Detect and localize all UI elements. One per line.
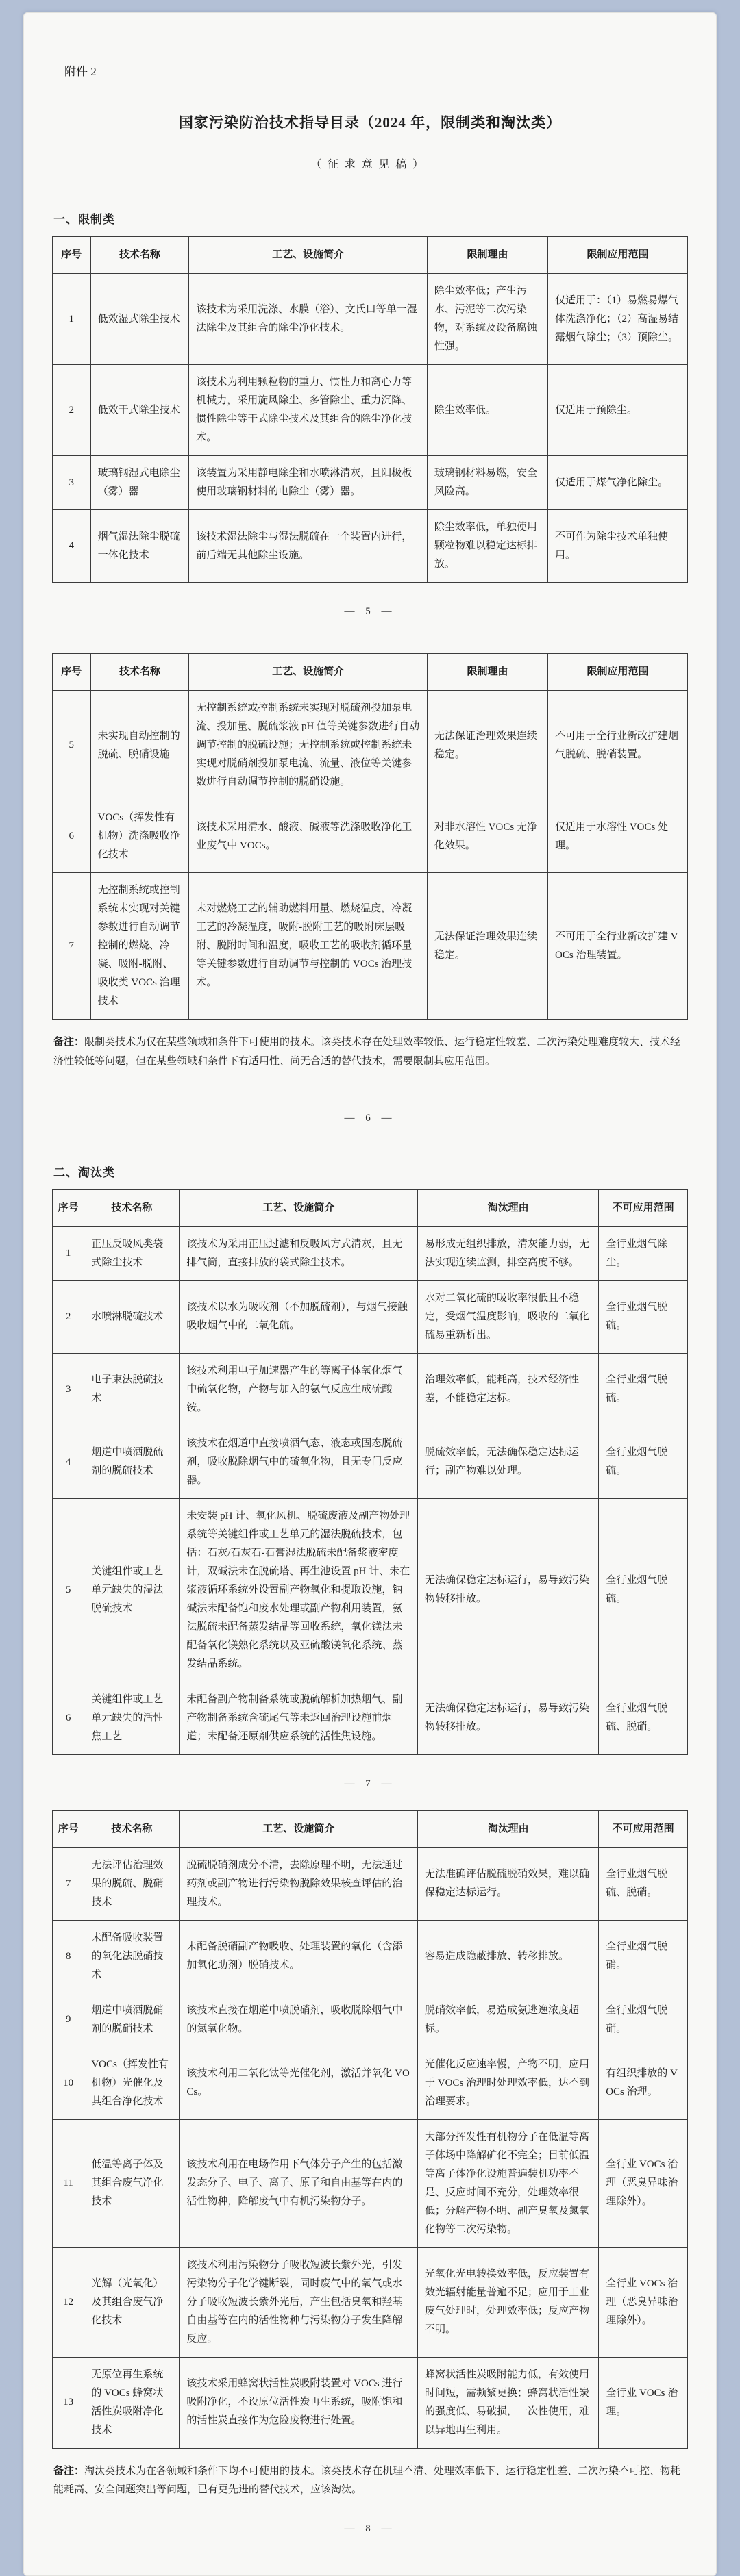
note-restricted [53,1033,688,1072]
column-header: 不可应用范围 [599,1189,688,1226]
scope-cell: 全行业烟气脱硫。 [599,1498,688,1682]
process-desc-cell: 该技术利用二氧化钛等光催化剂，激活并氧化 VOCs。 [180,2047,418,2119]
row-number-cell: 13 [53,2357,84,2448]
tech-name-cell: 烟道中喷洒脱硝剂的脱硝技术 [84,1993,180,2047]
note-text: 淘汰类技术为在各领域和条件下均不可使用的技术。该类技术存在机理不清、处理效率低下、运行稳定性差、二次污染不可控、物耗能耗高、安全问题突出等问题，已有更先进的替代技术，应该淘汰。 [53,2465,681,2496]
column-header: 不可应用范围 [599,1810,688,1847]
column-header: 限制应用范围 [548,237,688,274]
process-desc-cell: 该技术利用污染物分子吸收短波长紫外光，引发污染物分子化学键断裂，同时废气中的氧气或水分子吸收短波长紫外光后，产生包括臭氧和羟基自由基等在内的活性物种与污染物分子发生降解反应。 [180,2247,418,2357]
scope-cell: 全行业烟气脱硫。 [599,1353,688,1426]
column-header: 技术名称 [90,654,189,691]
tech-name-cell: 未实现自动控制的脱硫、脱硝设施 [90,691,189,800]
table-row [53,691,688,800]
scope-cell: 仅适用于：（1）易燃易爆气体洗涤净化；（2）高湿易结露烟气除尘；（3）预除尘。 [548,274,688,365]
column-header: 工艺、设施简介 [189,654,428,691]
row-number-cell: 11 [53,2119,84,2247]
scope-cell: 不可作为除尘技术单独使用。 [548,510,688,583]
column-header: 限制理由 [427,237,547,274]
tech-name-cell: 无原位再生系统的 VOCs 蜂窝状活性炭吸附净化技术 [84,2357,180,2448]
process-desc-cell: 未对燃烧工艺的辅助燃料用量、燃烧温度，冷凝工艺的冷凝温度，吸附-脱附工艺的吸附床层吸附、脱附时间和温度，吸收工艺的吸收剂循环量等关键参数进行自动调节与控制的 VOCs 治理技术。 [189,873,428,1020]
reason-cell: 无法保证治理效果连续稳定。 [427,873,547,1020]
column-header: 序号 [53,1189,84,1226]
row-number-cell: 8 [53,1920,84,1993]
reason-cell: 玻璃钢材料易燃，安全风险高。 [427,456,547,510]
reason-cell: 容易造成隐蔽排放、转移排放。 [418,1920,599,1993]
scope-cell: 全行业烟气脱硫、脱硝。 [599,1847,688,1920]
process-desc-cell: 该技术湿法除尘与湿法脱硫在一个装置内进行，前后端无其他除尘设施。 [189,510,428,583]
restricted-table-page5 [52,236,688,583]
scope-cell: 全行业烟气除尘。 [599,1226,688,1280]
table-row [53,1682,688,1754]
tech-name-cell: 低温等离子体及其组合废气净化技术 [84,2119,180,2247]
table-header-row [53,1810,688,1847]
row-number-cell: 9 [53,1993,84,2047]
reason-cell: 无法确保稳定达标运行，易导致污染物转移排放。 [418,1498,599,1682]
doc-subtitle: （征求意见稿） [310,159,430,171]
reason-cell: 除尘效率低。 [427,365,547,456]
reason-cell: 治理效率低，能耗高，技术经济性差，不能稳定达标。 [418,1353,599,1426]
restricted-table-page6 [52,653,688,1020]
process-desc-cell: 该技术以水为吸收剂（不加脱硫剂），与烟气接触吸收烟气中的二氧化硫。 [180,1280,418,1353]
scope-cell: 不可用于全行业新改扩建 VOCs 治理装置。 [548,873,688,1020]
reason-cell: 无法保证治理效果连续稳定。 [427,691,547,800]
row-number-cell: 1 [53,274,91,365]
scope-cell: 不可用于全行业新改扩建烟气脱硫、脱硝装置。 [548,691,688,800]
table-row [53,274,688,365]
tech-name-cell: 烟气湿法除尘脱硫一体化技术 [90,510,189,583]
column-header: 工艺、设施简介 [180,1810,418,1847]
tech-name-cell: 水喷淋脱硫技术 [84,1280,180,1353]
table-header-row [53,1189,688,1226]
column-header: 技术名称 [90,237,189,274]
process-desc-cell: 无控制系统或控制系统未实现对脱硫剂投加泵电流、投加量、脱硫浆液 pH 值等关键参数进行自动调节控制的脱硫设施；无控制系统或控制系统未实现对脱硝剂投加泵电流、流量、液位等关键参数进行自动调节控制的脱硝设施。 [189,691,428,800]
process-desc-cell: 未安装 pH 计、氧化风机、脱硫废液及副产物处理系统等关键组件或工艺单元的湿法脱硫技术，包括：石灰/石灰石-石膏湿法脱硫未配备浆液密度计，双碱法未在脱硫塔、再生池设置 pH 计、未在浆液循环系统外设置副产物氧化和提取设施，钠碱法未配备饱和废水处理或副产物利用装置，氨法脱硫未配备蒸发结晶等回收系统，氧化镁法未配备氧化镁熟化系统以及亚硫酸镁氧化系统、蒸发结晶系统。 [180,1498,418,1682]
page-marker-8: — 8 — [344,2523,396,2534]
process-desc-cell: 脱硫脱硝剂成分不清，去除原理不明，无法通过药剂或副产物进行污染物脱除效果核查评估的治理技术。 [180,1847,418,1920]
process-desc-cell: 该技术采用清水、酸液、碱液等洗涤吸收净化工业废气中 VOCs。 [189,800,428,873]
reason-cell: 水对二氧化硫的吸收率很低且不稳定，受烟气温度影响，吸收的二氧化硫易重新析出。 [418,1280,599,1353]
scope-cell: 仅适用于预除尘。 [548,365,688,456]
reason-cell: 脱硫效率低，无法确保稳定达标运行；副产物难以处理。 [418,1426,599,1498]
table-header-row [53,654,688,691]
row-number-cell: 6 [53,1682,84,1754]
column-header: 技术名称 [84,1189,180,1226]
process-desc-cell: 该技术采用蜂窝状活性炭吸附装置对 VOCs 进行吸附净化，不设原位活性炭再生系统，吸附饱和的活性炭直接作为危险废物进行处置。 [180,2357,418,2448]
table-row [53,456,688,510]
tech-name-cell: 正压反吸风类袋式除尘技术 [84,1226,180,1280]
attachment-label: 附件 2 [64,65,97,78]
reason-cell: 光氧化光电转换效率低，反应装置有效光辐射能量普遍不足；应用于工业废气处理时，处理效率低；反应产物不明。 [418,2247,599,2357]
row-number-cell: 4 [53,1426,84,1498]
section-heading-restricted: 一、限制类 [53,213,115,226]
table-row [53,800,688,873]
scope-cell: 全行业烟气脱硝。 [599,1920,688,1993]
table-row [53,1353,688,1426]
table-row [53,2047,688,2119]
row-number-cell: 10 [53,2047,84,2119]
column-header: 序号 [53,1810,84,1847]
tech-name-cell: 低效湿式除尘技术 [90,274,189,365]
table-row [53,1993,688,2047]
eliminated-table-page8 [52,1810,688,2449]
scope-cell: 全行业 VOCs 治理。 [599,2357,688,2448]
note-text: 限制类技术为仅在某些领域和条件下可使用的技术。该类技术存在处理效率较低、运行稳定性较差、二次污染处理难度较大、技术经济性较低等问题，但在某些领域和条件下有适用性、尚无合适的替代技术，需要限制其应用范围。 [53,1037,681,1067]
page-marker-6: — 6 — [344,1112,396,1124]
tech-name-cell: VOCs（挥发性有机物）光催化及其组合净化技术 [84,2047,180,2119]
reason-cell: 易形成无组织排放，清灰能力弱，无法实现连续监测，排空高度不够。 [418,1226,599,1280]
column-header: 序号 [53,654,91,691]
scope-cell: 仅适用于煤气净化除尘。 [548,456,688,510]
section-heading-eliminated: 二、淘汰类 [53,1165,115,1179]
table-row [53,2247,688,2357]
process-desc-cell: 该技术利用电子加速器产生的等离子体氧化烟气中硫氧化物，产物与加入的氨气反应生成硫酸铵。 [180,1353,418,1426]
column-header: 限制理由 [427,654,547,691]
table-row [53,1280,688,1353]
process-desc-cell: 该技术直接在烟道中喷脱硝剂，吸收脱除烟气中的氮氧化物。 [180,1993,418,2047]
page-marker-5: — 5 — [344,606,396,617]
column-header: 工艺、设施简介 [180,1189,418,1226]
row-number-cell: 7 [53,873,91,1020]
process-desc-cell: 该技术为采用正压过滤和反吸风方式清灰，且无排气筒，直接排放的袋式除尘技术。 [180,1226,418,1280]
reason-cell: 脱硝效率低，易造成氨逃逸浓度超标。 [418,1993,599,2047]
column-header: 淘汰理由 [418,1810,599,1847]
tech-name-cell: 未配备吸收装置的氧化法脱硝技术 [84,1920,180,1993]
page-marker-7: — 7 — [344,1778,396,1789]
scope-cell: 全行业烟气脱硫。 [599,1280,688,1353]
process-desc-cell: 该技术为利用颗粒物的重力、惯性力和离心力等机械力，采用旋风除尘、多管除尘、重力沉降、惯性除尘等干式除尘技术及其组合的除尘净化技术。 [189,365,428,456]
table-row [53,2119,688,2247]
process-desc-cell: 该技术为采用洗涤、水膜（浴）、文氏口等单一湿法除尘及其组合的除尘净化技术。 [189,274,428,365]
column-header: 序号 [53,237,91,274]
reason-cell: 除尘效率低；产生污水、污泥等二次污染物，对系统及设备腐蚀性强。 [427,274,547,365]
tech-name-cell: 光解（光氧化）及其组合废气净化技术 [84,2247,180,2357]
tech-name-cell: 无法评估治理效果的脱硫、脱硝技术 [84,1847,180,1920]
process-desc-cell: 该技术在烟道中直接喷洒气态、液态或固态脱硫剂，吸收脱除烟气中的硫氧化物，且无专门反应器。 [180,1426,418,1498]
row-number-cell: 3 [53,1353,84,1426]
scope-cell: 全行业 VOCs 治理（恶臭异味治理除外）。 [599,2247,688,2357]
page-title: 国家污染防治技术指导目录（2024 年，限制类和淘汰类） [178,114,562,131]
reason-cell: 除尘效率低，单独使用颗粒物难以稳定达标排放。 [427,510,547,583]
table-header-row [53,237,688,274]
table-row [53,1920,688,1993]
column-header: 技术名称 [84,1810,180,1847]
note-eliminated [53,2462,688,2501]
scope-cell: 全行业 VOCs 治理（恶臭异味治理除外）。 [599,2119,688,2247]
row-number-cell: 7 [53,1847,84,1920]
tech-name-cell: 玻璃钢湿式电除尘（雾）器 [90,456,189,510]
table-row [53,510,688,583]
row-number-cell: 3 [53,456,91,510]
reason-cell: 蜂窝状活性炭吸附能力低，有效使用时间短，需频繁更换；蜂窝状活性炭的强度低、易破损，一次性使用，难以异地再生利用。 [418,2357,599,2448]
scope-cell: 仅适用于水溶性 VOCs 处理。 [548,800,688,873]
row-number-cell: 2 [53,365,91,456]
tech-name-cell: 关键组件或工艺单元缺失的湿法脱硫技术 [84,1498,180,1682]
table-row [53,1426,688,1498]
tech-name-cell: 关键组件或工艺单元缺失的活性焦工艺 [84,1682,180,1754]
reason-cell: 对非水溶性 VOCs 无净化效果。 [427,800,547,873]
row-number-cell: 4 [53,510,91,583]
table-row [53,2357,688,2448]
table-row [53,1847,688,1920]
tech-name-cell: 电子束法脱硫技术 [84,1353,180,1426]
reason-cell: 大部分挥发性有机物分子在低温等离子体场中降解矿化不完全；目前低温等离子体净化设施普遍装机功率不足、反应时间不充分，处理效率很低；分解产物不明、副产臭氧及氮氧化物等二次污染物。 [418,2119,599,2247]
table-row [53,1226,688,1280]
note-label: 备注： [53,1037,85,1048]
tech-name-cell: 烟道中喷洒脱硫剂的脱硫技术 [84,1426,180,1498]
process-desc-cell: 该装置为采用静电除尘和水喷淋清灰，且阳极板使用玻璃钢材料的电除尘（雾）器。 [189,456,428,510]
tech-name-cell: 无控制系统或控制系统未实现对关键参数进行自动调节控制的燃烧、冷凝、吸附-脱附、吸收类 VOCs 治理技术 [90,873,189,1020]
scope-cell: 全行业烟气脱硫。 [599,1426,688,1498]
process-desc-cell: 未配备脱硝副产物吸收、处理装置的氧化（含添加氧化助剂）脱硝技术。 [180,1920,418,1993]
row-number-cell: 2 [53,1280,84,1353]
eliminated-table-page7 [52,1189,688,1755]
table-row [53,873,688,1020]
document-page [23,12,717,2576]
scope-cell: 全行业烟气脱硫、脱硝。 [599,1682,688,1754]
table-row [53,365,688,456]
row-number-cell: 1 [53,1226,84,1280]
tech-name-cell: 低效干式除尘技术 [90,365,189,456]
reason-cell: 无法确保稳定达标运行，易导致污染物转移排放。 [418,1682,599,1754]
scope-cell: 全行业烟气脱硝。 [599,1993,688,2047]
reason-cell: 光催化反应速率慢，产物不明，应用于 VOCs 治理时处理效率低，达不到治理要求。 [418,2047,599,2119]
reason-cell: 无法准确评估脱硫脱硝效果，难以确保稳定达标运行。 [418,1847,599,1920]
process-desc-cell: 未配备副产物制备系统或脱硫解析加热烟气、副产物制备系统含硫尾气等未返回治理设施前烟道；未配备还原剂供应系统的活性焦设施。 [180,1682,418,1754]
row-number-cell: 5 [53,691,91,800]
scope-cell: 有组织排放的 VOCs 治理。 [599,2047,688,2119]
row-number-cell: 6 [53,800,91,873]
column-header: 限制应用范围 [548,654,688,691]
row-number-cell: 5 [53,1498,84,1682]
tech-name-cell: VOCs（挥发性有机物）洗涤吸收净化技术 [90,800,189,873]
table-row [53,1498,688,1682]
column-header: 淘汰理由 [418,1189,599,1226]
note-label: 备注： [53,2465,85,2477]
process-desc-cell: 该技术利用在电场作用下气体分子产生的包括激发态分子、电子、离子、原子和自由基等在内的活性物种，降解废气中有机污染物分子。 [180,2119,418,2247]
row-number-cell: 12 [53,2247,84,2357]
column-header: 工艺、设施简介 [189,237,428,274]
